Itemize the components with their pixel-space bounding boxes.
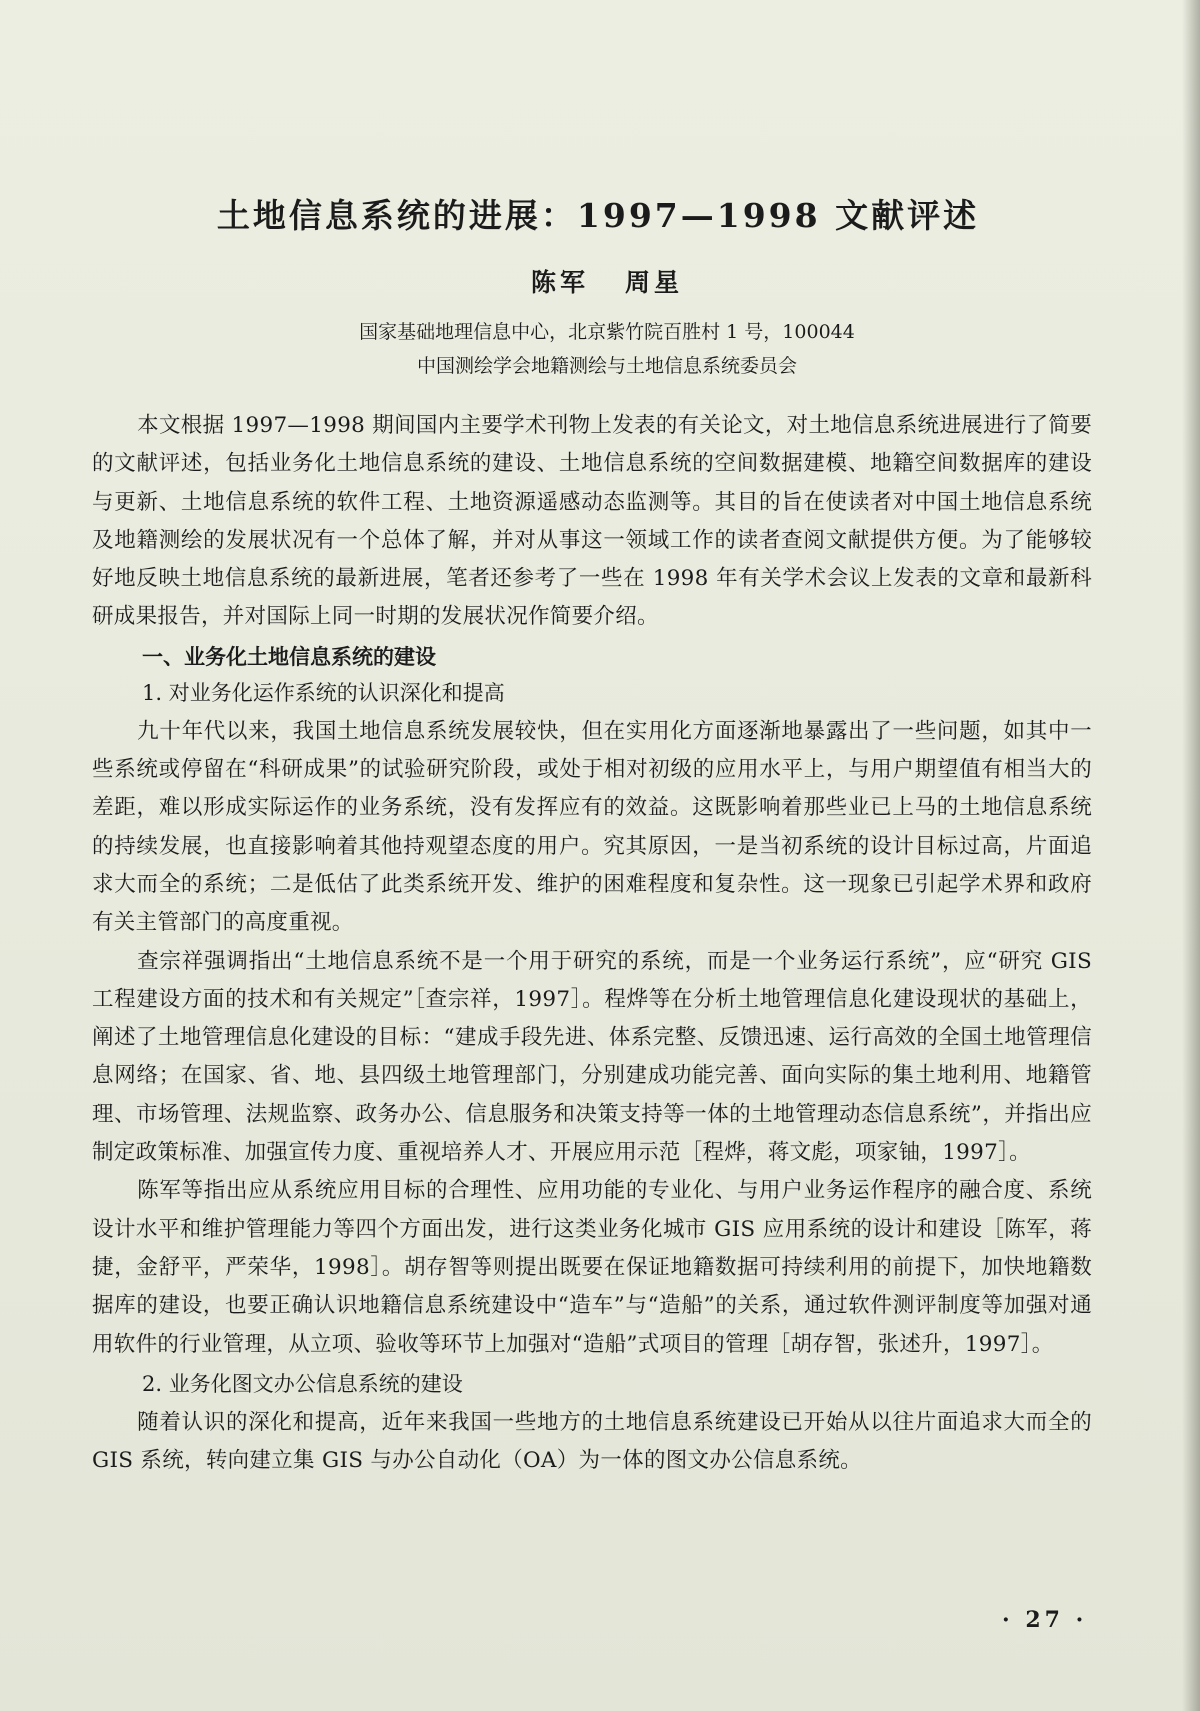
article-title: 土地信息系统的进展：1997—1998 文献评述: [216, 196, 980, 235]
affiliation: 国家基础地理信息中心，北京紫竹院百胜村 1 号，100044: [359, 321, 855, 343]
paragraph: 随着认识的深化和提高，近年来我国一些地方的土地信息系统建设已开始从以往片面追求大而全的 GIS 系统，转向建立集 GIS 与办公自动化（OA）为一体的图文办公信息系统。: [92, 1409, 1092, 1474]
author-line: [122, 263, 1092, 299]
section-heading: 一、业务化土地信息系统的建设: [142, 643, 436, 669]
paragraph: 九十年代以来，我国土地信息系统发展较快，但在实用化方面逐渐地暴露出了一些问题，如其中一些系统或停留在“科研成果”的试验研究阶段，或处于相对初级的应用水平上，与用户期望值有相当大的差距，难以形成实际运作的业务系统，没有发挥应有的效益。这既影响着那些业已上马的土地信息系统的持续发展，也直接影响着其他持观望态度的用户。究其原因，一是当初系统的设计目标过高，片面追求大而全的系统；二是低估了此类系统开发、维护的困难程度和复杂性。这一现象已引起学术界和政府有关主管部门的高度重视。: [92, 718, 1092, 936]
author-name: 周星: [625, 268, 684, 297]
paragraph: 陈军等指出应从系统应用目标的合理性、应用功能的专业化、与用户业务运作程序的融合度、系统设计水平和维护管理能力等四个方面出发，进行这类业务化城市 GIS 应用系统的设计和建设［陈军，蒋捷，金舒平，严荣华，1998］。胡存智等则提出既要在保证地籍数据可持续利用的前提下，加快地籍数据库的建设，也要正确认识地籍信息系统建设中“造车”与“造船”的关系，通过软件测评制度等加强对通用软件的行业管理，从立项、验收等环节上加强对“造船”式项目的管理［胡存智，张述升，1997］。: [92, 1178, 1092, 1357]
paragraph: 查宗祥强调指出“土地信息系统不是一个用于研究的系统，而是一个业务运行系统”，应“研究 GIS 工程建设方面的技术和有关规定”［查宗祥，1997］。程烨等在分析土地管理信息化建设现状的基础上，阐述了土地管理信息化建设的目标：“建成手段先进、体系完整、反馈迅速、运行高效的全国土地管理信息网络；在国家、省、地、县四级土地管理部门，分别建成功能完善、面向实际的集土地利用、地籍管理、市场管理、法规监察、政务办公、信息服务和决策支持等一体的土地管理动态信息系统”，并指出应制定政策标准、加强宣传力度、重视培养人才、开展应用示范［程烨，蒋文彪，项家铀，1997］。: [92, 948, 1092, 1166]
abstract: [92, 407, 1092, 637]
subsection-heading: 2. 业务化图文办公信息系统的建设: [142, 1371, 463, 1396]
page-edge-shadow: [1182, 0, 1200, 1711]
author-name: 陈军: [530, 268, 589, 297]
page-number: · 27 ·: [1002, 1607, 1088, 1633]
affiliation: 中国测绘学会地籍测绘与土地信息系统委员会: [416, 355, 797, 377]
subsection-heading: 1. 对业务化运作系统的认识深化和提高: [142, 680, 505, 705]
abstract-text: 本文根据 1997—1998 期间国内主要学术刊物上发表的有关论文，对土地信息系统进展进行了简要的文献评述，包括业务化土地信息系统的建设、土地信息系统的空间数据建模、地籍空间数据库的建设与更新、土地信息系统的软件工程、土地资源遥感动态监测等。其目的旨在使读者对中国土地信息系统及地籍测绘的发展状况有一个总体了解，并对从事这一领域工作的读者查阅文献提供方便。为了能够较好地反映土地信息系统的最新进展，笔者还参考了一些在 1998 年有关学术会议上发表的文章和最新科研成果报告，并对国际上同一时期的发展状况作简要介绍。: [92, 413, 1092, 630]
article-body: [92, 190, 1092, 1480]
